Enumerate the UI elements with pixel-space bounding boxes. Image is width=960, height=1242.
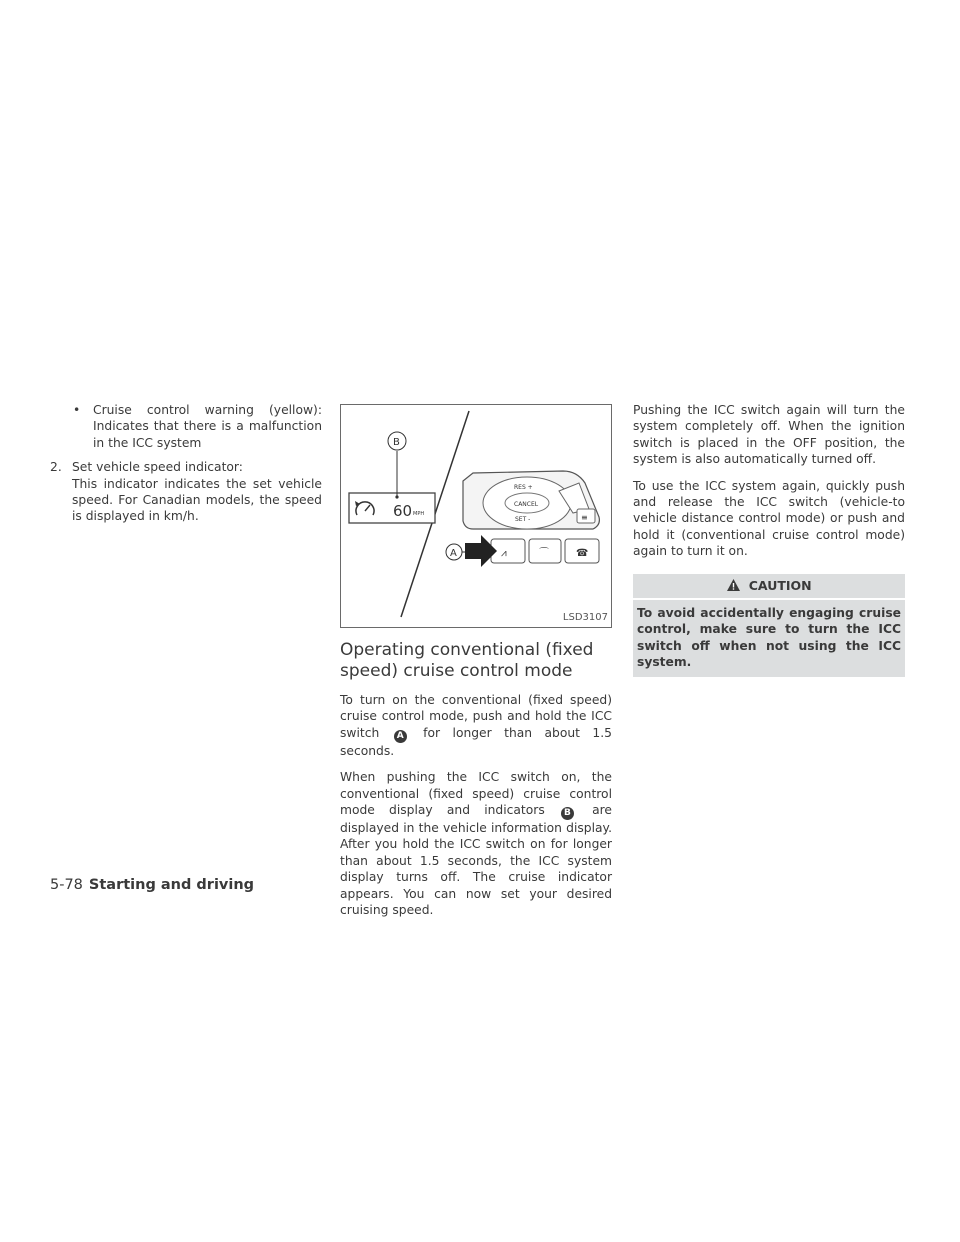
set-label: SET - — [515, 516, 531, 523]
phone-button-glyph: ☎ — [576, 548, 589, 559]
cancel-label: CANCEL — [514, 501, 539, 508]
paragraph-text: When pushing the ICC switch on, the conventional (fixed speed) cruise control mode display and indicators — [340, 770, 612, 818]
label-b: B — [393, 437, 400, 448]
paragraph — [340, 769, 612, 918]
page-footer — [50, 877, 254, 893]
caution-box — [633, 574, 905, 677]
speed-value: 60 — [393, 502, 413, 520]
display-box — [349, 493, 435, 523]
res-label: RES + — [514, 484, 533, 491]
paragraph: Pushing the ICC switch again will turn the system completely off. When the ignition switch is placed in the OFF position, the system is also automatically turned off. — [633, 403, 905, 467]
paragraph-text: are displayed in the vehicle information display. After you hold the ICC switch on for longer than about 1.5 seconds, the ICC system display turns off. The cruise indicator appears. You can now set your desired cruising speed. — [340, 803, 612, 918]
numbered-item — [50, 459, 322, 525]
distance-button-glyph: ⌒ — [539, 548, 549, 559]
section-heading: Operating conventional (fixed speed) cruise control mode — [340, 640, 594, 681]
icc-switch-glyph: ⩘ — [501, 548, 507, 559]
bullet-dot: • — [73, 403, 81, 417]
marker-b-icon: B — [561, 807, 574, 820]
column-middle — [340, 402, 612, 928]
chapter-title: Starting and driving — [88, 877, 255, 893]
item-title: Set vehicle speed indicator: — [72, 460, 243, 475]
figure-code: LSD3107 — [562, 611, 608, 623]
item-number: 2. — [50, 460, 62, 475]
page-number: 5-78 — [50, 877, 83, 893]
paragraph-text: for longer than about 1.5 seconds. — [340, 725, 612, 758]
list-item — [50, 402, 322, 451]
paragraph — [340, 692, 612, 759]
caution-title: CAUTION — [748, 577, 812, 593]
caution-header — [633, 574, 905, 600]
side-button-glyph: ≡ — [581, 513, 588, 522]
steering-switch-figure — [340, 404, 612, 628]
bullet-text: Cruise control warning (yellow): Indicates that there is a malfunction in the ICC system — [93, 403, 322, 450]
warning-icon — [726, 578, 741, 592]
marker-a-icon: A — [394, 730, 407, 743]
label-a: A — [450, 548, 457, 559]
item-description: This indicator indicates the set vehicle speed. For Canadian models, the speed is displayed in km/h. — [72, 476, 322, 524]
speed-unit: MPH — [413, 511, 425, 517]
column-left — [50, 402, 322, 525]
paragraph: To use the ICC system again, quickly push and release the ICC switch (vehicle-to vehicle distance control mode) or push and hold it (conventional cruise control mode) again to turn it on. — [633, 478, 905, 559]
caution-text: To avoid accidentally engaging cruise control, make sure to turn the ICC switch off when not using the ICC system. — [637, 606, 901, 670]
figure-illustration — [341, 405, 612, 628]
paragraph-text: To turn on the conventional (fixed speed) cruise control mode, push and hold the ICC switch — [340, 693, 612, 740]
column-right — [633, 402, 905, 677]
